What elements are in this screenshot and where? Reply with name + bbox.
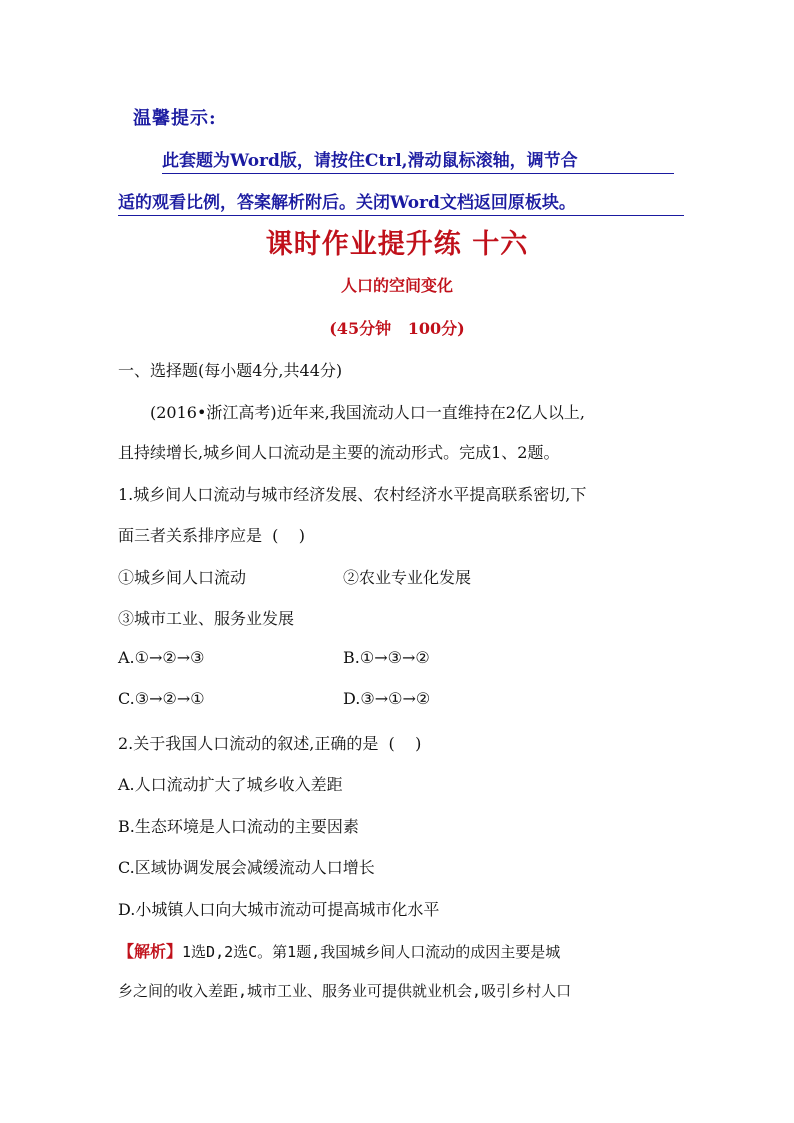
question1-option-c: C.③→②→① <box>118 689 205 708</box>
analysis-tag: 【解析】 <box>118 942 183 961</box>
passage-line-2: 且持续增长,城乡间人口流动是主要的流动形式。完成1、2题。 <box>118 443 560 462</box>
question2-option-c: C.区域协调发展会减缓流动人口增长 <box>118 858 375 877</box>
page-subtitle: 人口的空间变化 <box>340 276 453 295</box>
analysis-line-2 <box>118 980 571 1001</box>
page-title: 课时作业提升练 十六 <box>265 229 529 260</box>
question2-option-d: D.小城镇人口向大城市流动可提高城市化水平 <box>118 900 440 919</box>
section-heading: 一、选择题(每小题4分,共44分) <box>118 361 343 380</box>
question1-option-a: A.①→②→③ <box>118 648 205 667</box>
analysis-text-1: 1选D,2选C。第1题,我国城乡间人口流动的成因主要是城 <box>182 943 561 961</box>
question1-item-2: ②农业专业化发展 <box>343 568 472 587</box>
question1-option-d: D.③→①→② <box>343 689 431 708</box>
analysis-line-1 <box>118 939 560 962</box>
question1-item-1: ①城乡间人口流动 <box>118 568 247 587</box>
question1-item-3: ③城市工业、服务业发展 <box>118 609 295 628</box>
question2-stem: 2.关于我国人口流动的叙述,正确的是 ( ) <box>118 734 422 753</box>
tip-line-1: 此套题为Word版，请按住Ctrl,滑动鼠标滚轴，调节合 <box>162 146 674 174</box>
analysis-text-2: 乡之间的收入差距,城市工业、服务业可提供就业机会,吸引乡村人口 <box>118 982 572 1000</box>
question2-option-b: B.生态环境是人口流动的主要因素 <box>118 817 359 836</box>
question1-stem-line-2: 面三者关系排序应是 ( ) <box>118 526 306 545</box>
time-score-info: (45分钟 100分) <box>329 319 465 338</box>
question1-option-b: B.①→③→② <box>343 648 430 667</box>
tip-line-2: 适的观看比例，答案解析附后。关闭Word文档返回原板块。 <box>118 188 684 216</box>
question1-stem-line-1: 1.城乡间人口流动与城市经济发展、农村经济水平提高联系密切,下 <box>118 485 587 504</box>
passage-line-1: (2016•浙江高考)近年来,我国流动人口一直维持在2亿人以上, <box>150 403 585 422</box>
tip-label: 温馨提示: <box>133 108 217 129</box>
question2-option-a: A.人口流动扩大了城乡收入差距 <box>118 775 343 794</box>
